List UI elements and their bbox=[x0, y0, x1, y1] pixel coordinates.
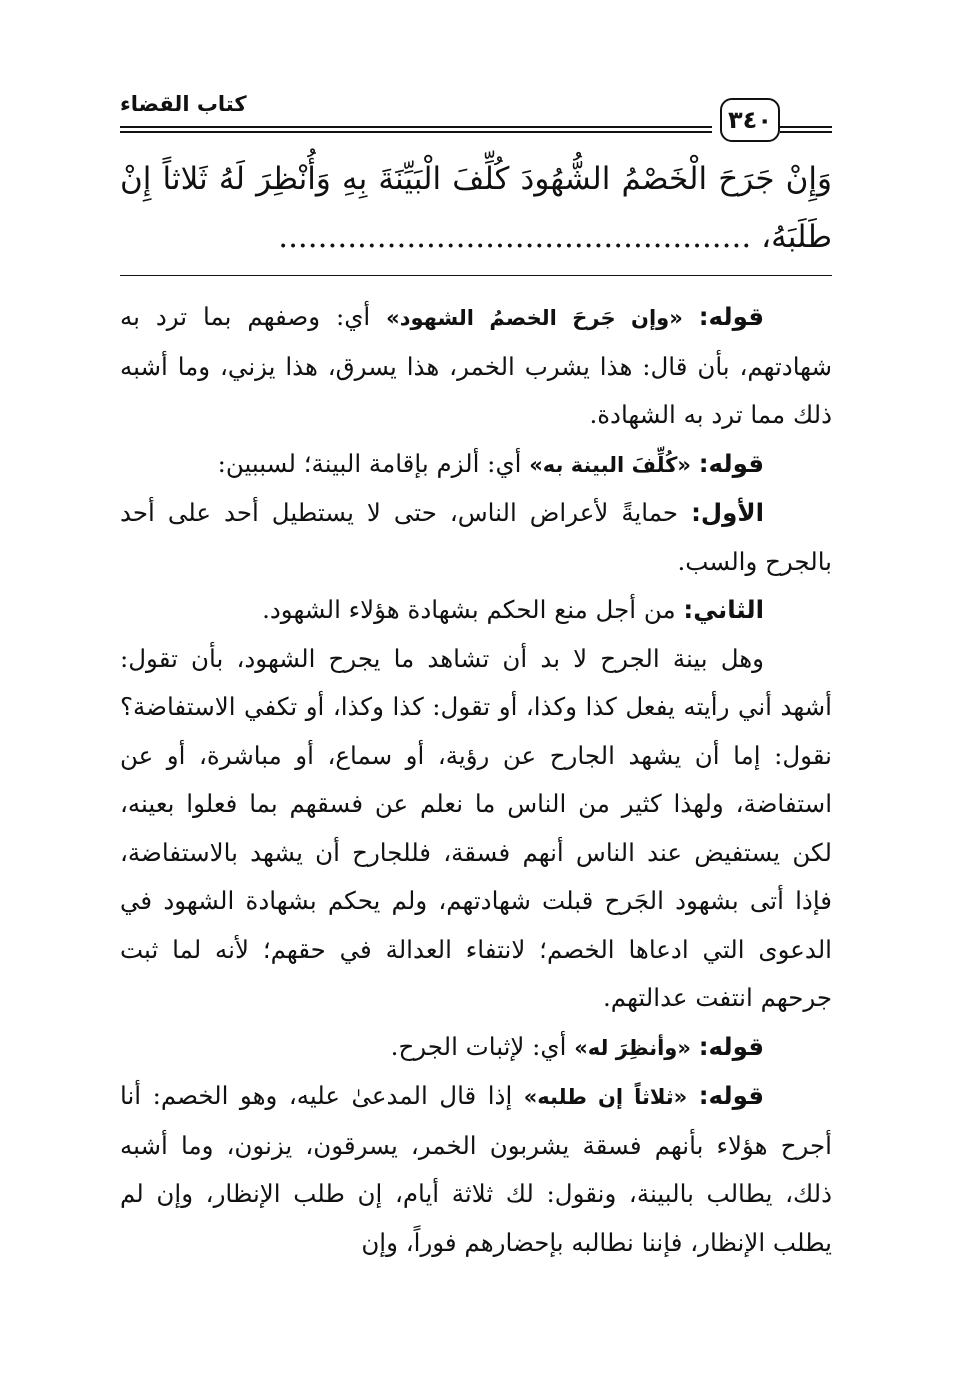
paragraph-label: الثاني: bbox=[683, 595, 764, 624]
paragraph-text: أي: وصفهم بما ترد به شهادتهم، بأن قال: هذا يشرب الخمر، هذا يسرق، هذا يزني، وما أشبه ذلك مما ترد به الشهادة. bbox=[120, 302, 832, 429]
header-rule bbox=[120, 126, 712, 128]
paragraph-text: أي: ألزم بإقامة البينة؛ لسببين: bbox=[217, 448, 530, 478]
paragraph-text: أي: لإثبات الجرح. bbox=[390, 1031, 575, 1061]
paragraph-text: وهل بينة الجرح لا بد أن تشاهد ما يجرح الشهود، بأن تقول: أشهد أني رأيته يفعل كذا وكذا، أو تقول: كذا وكذا، أو تكفي الاستفاضة؟ نقول: إما أن يشهد الجارح عن رؤية، أو سماع، أو مباشرة، أو عن استفاضة، ولهذا كثير من الناس ما نعلم عن فسقهم بما فعلوا بعينه، لكن يستفيض عند الناس أنهم فسقة، فللجارح أن يشهد بالاستفاضة، فإذا أتى بشهود الجَرح قبلت شهادتهم، ولم يحكم بشهادة الشهود في الدعوى التي ادعاها الخصم؛ لانتفاء العدالة في حقهم؛ لأنه لما ثبت جرحهم انتفت عدالتهم. bbox=[120, 643, 832, 1012]
quoted-phrase: «ثلاثاً إن طلبه» bbox=[523, 1085, 688, 1109]
paragraph bbox=[120, 440, 832, 490]
paragraph bbox=[120, 1023, 832, 1073]
quoted-phrase: «كُلِّفَ البينة به» bbox=[529, 452, 691, 477]
running-title: كتاب القضاء bbox=[120, 92, 247, 116]
quoted-phrase: «وإن جَرحَ الخصمُ الشهود» bbox=[386, 306, 683, 330]
matn-line: وَإِنْ جَرَحَ الْخَصْمُ الشُّهُودَ كُلِّفَ الْبَيِّنَةَ بِهِ وَأُنْظِرَ لَهُ ثَلاثاً إِنْ طَلَبَهُ، bbox=[120, 161, 832, 255]
paragraph-text: إذا قال المدعىٰ عليه، وهو الخصم: أنا أجرح هؤلاء بأنهم فسقة يشربون الخمر، يسرقون، يزنون، وما أشبه ذلك، يطالب بالبينة، ونقول: لك ثلاثة أيام، إن طلب الإنظار، وإن لم يطلب الإنظار، فإننا نطالبه بإحضارهم فوراً، وإن bbox=[120, 1081, 832, 1257]
paragraph-label: قوله: bbox=[698, 448, 764, 478]
header-rule bbox=[780, 126, 832, 128]
paragraph bbox=[120, 293, 832, 440]
paragraph bbox=[120, 635, 832, 1023]
header-rule bbox=[120, 131, 712, 133]
paragraph-text: من أجل منع الحكم بشهادة هؤلاء الشهود. bbox=[262, 595, 684, 624]
quoted-phrase: «وأنظِرَ له» bbox=[574, 1035, 691, 1060]
paragraph-label: قوله: bbox=[698, 1031, 764, 1061]
paragraph bbox=[120, 1072, 832, 1267]
paragraph bbox=[120, 586, 832, 635]
paragraph-label: الأول: bbox=[691, 498, 764, 527]
separator-rule bbox=[120, 275, 832, 276]
paragraph-label: قوله: bbox=[698, 1081, 764, 1110]
paragraph-label: قوله: bbox=[698, 302, 764, 331]
matn-text bbox=[120, 150, 832, 266]
paragraph-text: حمايةً لأعراض الناس، حتى لا يستطيل أحد على أحد بالجرح والسب. bbox=[120, 498, 832, 576]
commentary bbox=[120, 293, 832, 1267]
paragraph bbox=[120, 489, 832, 586]
header-rule bbox=[780, 131, 832, 133]
page-number: ٣٤٠ bbox=[720, 98, 780, 142]
matn-dots: ................................................ bbox=[278, 219, 752, 255]
page-header bbox=[120, 84, 832, 144]
